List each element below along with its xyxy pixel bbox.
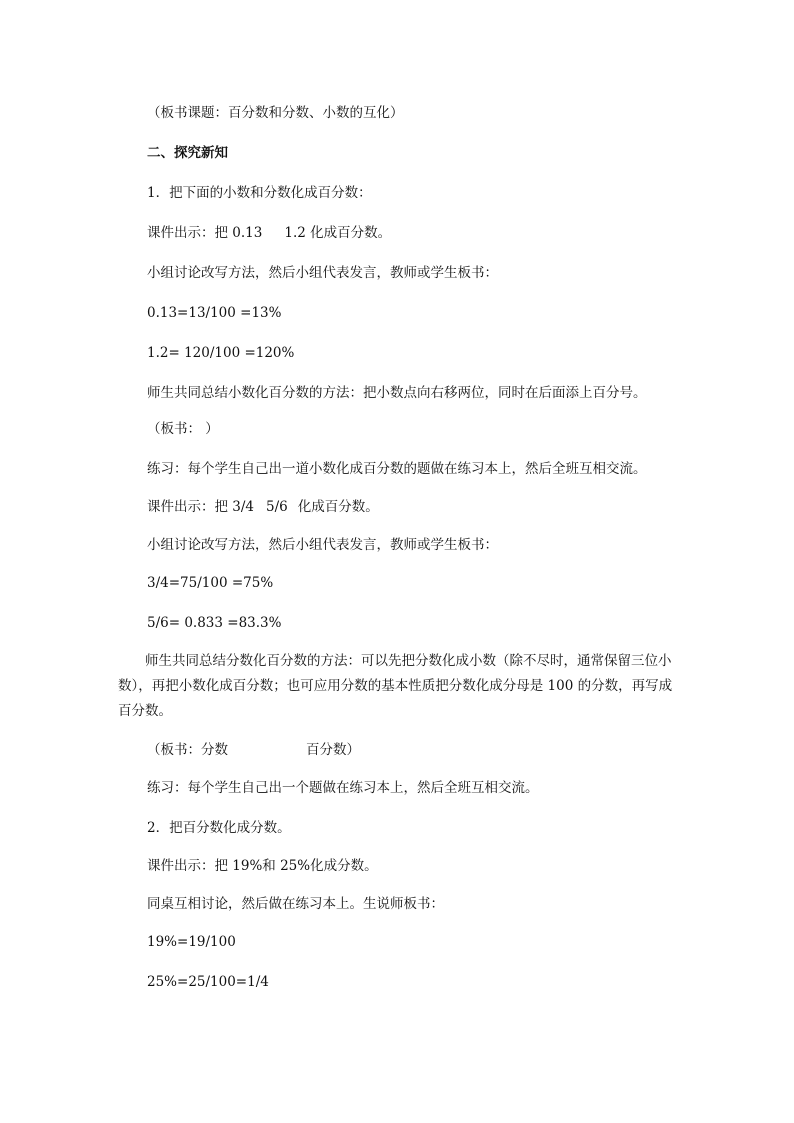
slide-prompt-decimals-part1: 课件出示：把 0.13 — [147, 225, 263, 241]
slide-prompt-fractions — [147, 498, 379, 516]
exercise-fraction-line: 练习：每个学生自己出一个题做在练习本上，然后全班互相交流。 — [147, 780, 539, 796]
equation-25-percent: 25%=25/100=1/4 — [147, 974, 269, 990]
slide-prompt-decimals-part2: 1.2 化成百分数。 — [284, 225, 392, 241]
board-note-empty: （板书： ） — [147, 421, 219, 437]
equation-5-6: 5/6= 0.833 =83.3% — [147, 615, 282, 631]
equation-1-2: 1.2= 120/100 =120% — [147, 345, 295, 361]
slide-prompt-decimals — [147, 224, 391, 242]
summary-decimal-method: 师生共同总结小数化百分数的方法：把小数点向右移两位，同时在后面添上百分号。 — [147, 385, 647, 401]
equation-19-percent: 19%=19/100 — [147, 934, 236, 950]
section-heading: 二、探究新知 — [147, 145, 228, 161]
equation-3-4: 3/4=75/100 =75% — [147, 575, 274, 591]
slide-prompt-fractions-part2: 5/6 — [266, 499, 288, 515]
board-note-fraction-percent — [147, 741, 360, 759]
board-note-part2: 百分数） — [306, 742, 360, 758]
exercise-decimal-line: 练习：每个学生自己出一道小数化成百分数的题做在练习本上，然后全班互相交流。 — [147, 461, 647, 477]
board-note-part1: （板书：分数 — [147, 742, 228, 758]
summary-fraction-method: 师生共同总结分数化百分数的方法：可以先把分数化成小数（除不尽时，通常保留三位小数），再把小数化成百分数；也可应用分数的基本性质把分数化成分母是 100 的分数，再写成百分数。 — [118, 653, 673, 719]
group-discussion-line: 小组讨论改写方法，然后小组代表发言，教师或学生板书： — [147, 265, 498, 281]
step-1-heading: 1．把下面的小数和分数化成百分数： — [147, 185, 372, 201]
equation-0-13: 0.13=13/100 =13% — [147, 305, 282, 321]
deskmate-discussion-line: 同桌互相讨论，然后做在练习本上。生说师板书： — [147, 896, 444, 912]
slide-prompt-fractions-part3: 化成百分数。 — [297, 499, 379, 515]
slide-prompt-percents: 课件出示：把 19%和 25%化成分数。 — [147, 858, 378, 874]
slide-prompt-fractions-part1: 课件出示：把 3/4 — [147, 499, 255, 515]
group-discussion-line-2: 小组讨论改写方法，然后小组代表发言，教师或学生板书： — [147, 537, 498, 553]
board-title-line: （板书课题：百分数和分数、小数的互化） — [147, 105, 404, 121]
step-2-heading: 2．把百分数化成分数。 — [147, 820, 291, 836]
